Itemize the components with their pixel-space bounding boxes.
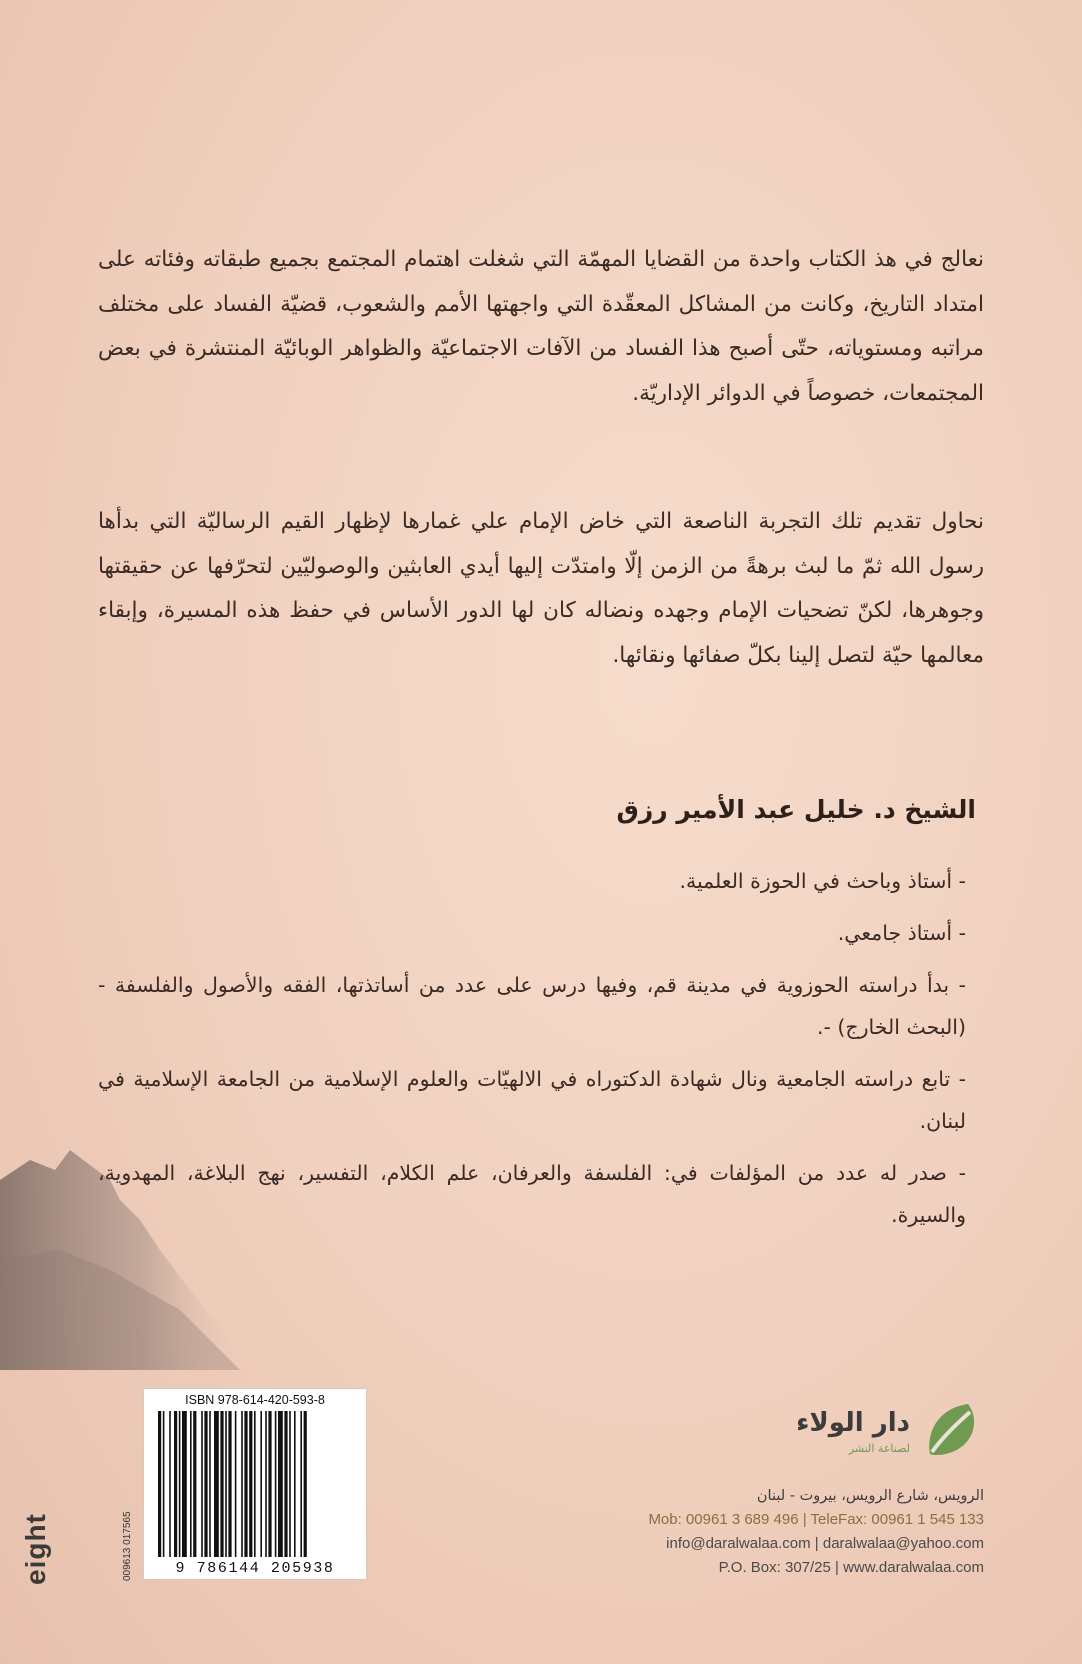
- publisher-web: P.O. Box: 307/25 | www.daralwalaa.com: [718, 1559, 984, 1576]
- bio-item: - تابع دراسته الجامعية ونال شهادة الدكتوراه في الالهيّات والعلوم الإسلامية من الجامعة الإسلامية في لبنان.: [98, 1067, 966, 1133]
- side-code: 009613 017565: [122, 1511, 133, 1581]
- publisher-contact: [648, 1484, 984, 1580]
- publisher-block: [584, 1400, 984, 1470]
- publisher-name: دار الولاء: [796, 1408, 910, 1438]
- publisher-phones: Mob: 00961 3 689 496 | TeleFax: 00961 1 545 133: [648, 1511, 984, 1528]
- eight-logo-text: eight: [20, 1513, 51, 1585]
- bio-item: - بدأ دراسته الحوزوية في مدينة قم، وفيها درس على عدد من أساتذتها، الفقه والأصول والفلسفة - (البحث الخارج) -.: [98, 973, 966, 1039]
- publisher-subtitle: لصناعة النشر: [848, 1442, 910, 1455]
- isbn-barcode: [143, 1388, 367, 1580]
- blurb-paragraph-1: نعالج في هذ الكتاب واحدة من القضايا المهمّة التي شغلت اهتمام المجتمع بجميع طبقاته وفئاته على امتداد التاريخ، وكانت من المشاكل المعقّدة التي واجهتها الأمم والشعوب، قضيّة الفساد على مختلف مراتبه ومستوياته، حتّى أصبح هذا الفساد من الآفات الاجتماعيّة والظواهر الوبائيّة المنتشرة في بعض المجتمعات، خصوصاً في الدوائر الإداريّة.: [98, 247, 984, 406]
- barcode-bars: [158, 1411, 354, 1557]
- isbn-label: ISBN 978-614-420-593-8: [185, 1393, 325, 1407]
- author-name: الشيخ د. خليل عبد الأمير رزق: [616, 795, 976, 824]
- leaf-logo-icon: [922, 1400, 984, 1460]
- bio-item: - أستاذ وباحث في الحوزة العلمية.: [679, 869, 966, 893]
- author-bio: [98, 860, 984, 1246]
- eight-logo: [20, 1485, 50, 1585]
- bio-item: - صدر له عدد من المؤلفات في: الفلسفة والعرفان، علم الكلام، التفسير، نهج البلاغة، المهدوية، والسيرة.: [98, 1161, 966, 1227]
- isbn-digits: 9 786144 205938: [175, 1560, 335, 1577]
- blurb-paragraph-2: نحاول تقديم تلك التجربة الناصعة التي خاض الإمام علي غمارها لإظهار القيم الرساليّة التي بدأها رسول الله ثمّ ما لبث برهةً من الزمن إلّا وامتدّت إليها أيدي العابثين والوصوليّين لتحرّفها عن حقيقتها وجوهرها، لكنّ تضحيات الإمام وجهده ونضاله كان لها الدور الأساس في حفظ هذه المسيرة، وإبقاء معالمها حيّة لتصل إلينا بكلّ صفائها ونقائها.: [98, 509, 984, 668]
- bio-item: - أستاذ جامعي.: [837, 921, 966, 945]
- publisher-emails: info@daralwalaa.com | daralwalaa@yahoo.com: [666, 1535, 984, 1552]
- publisher-address: الرويس، شارع الرويس، بيروت - لبنان: [756, 1488, 984, 1504]
